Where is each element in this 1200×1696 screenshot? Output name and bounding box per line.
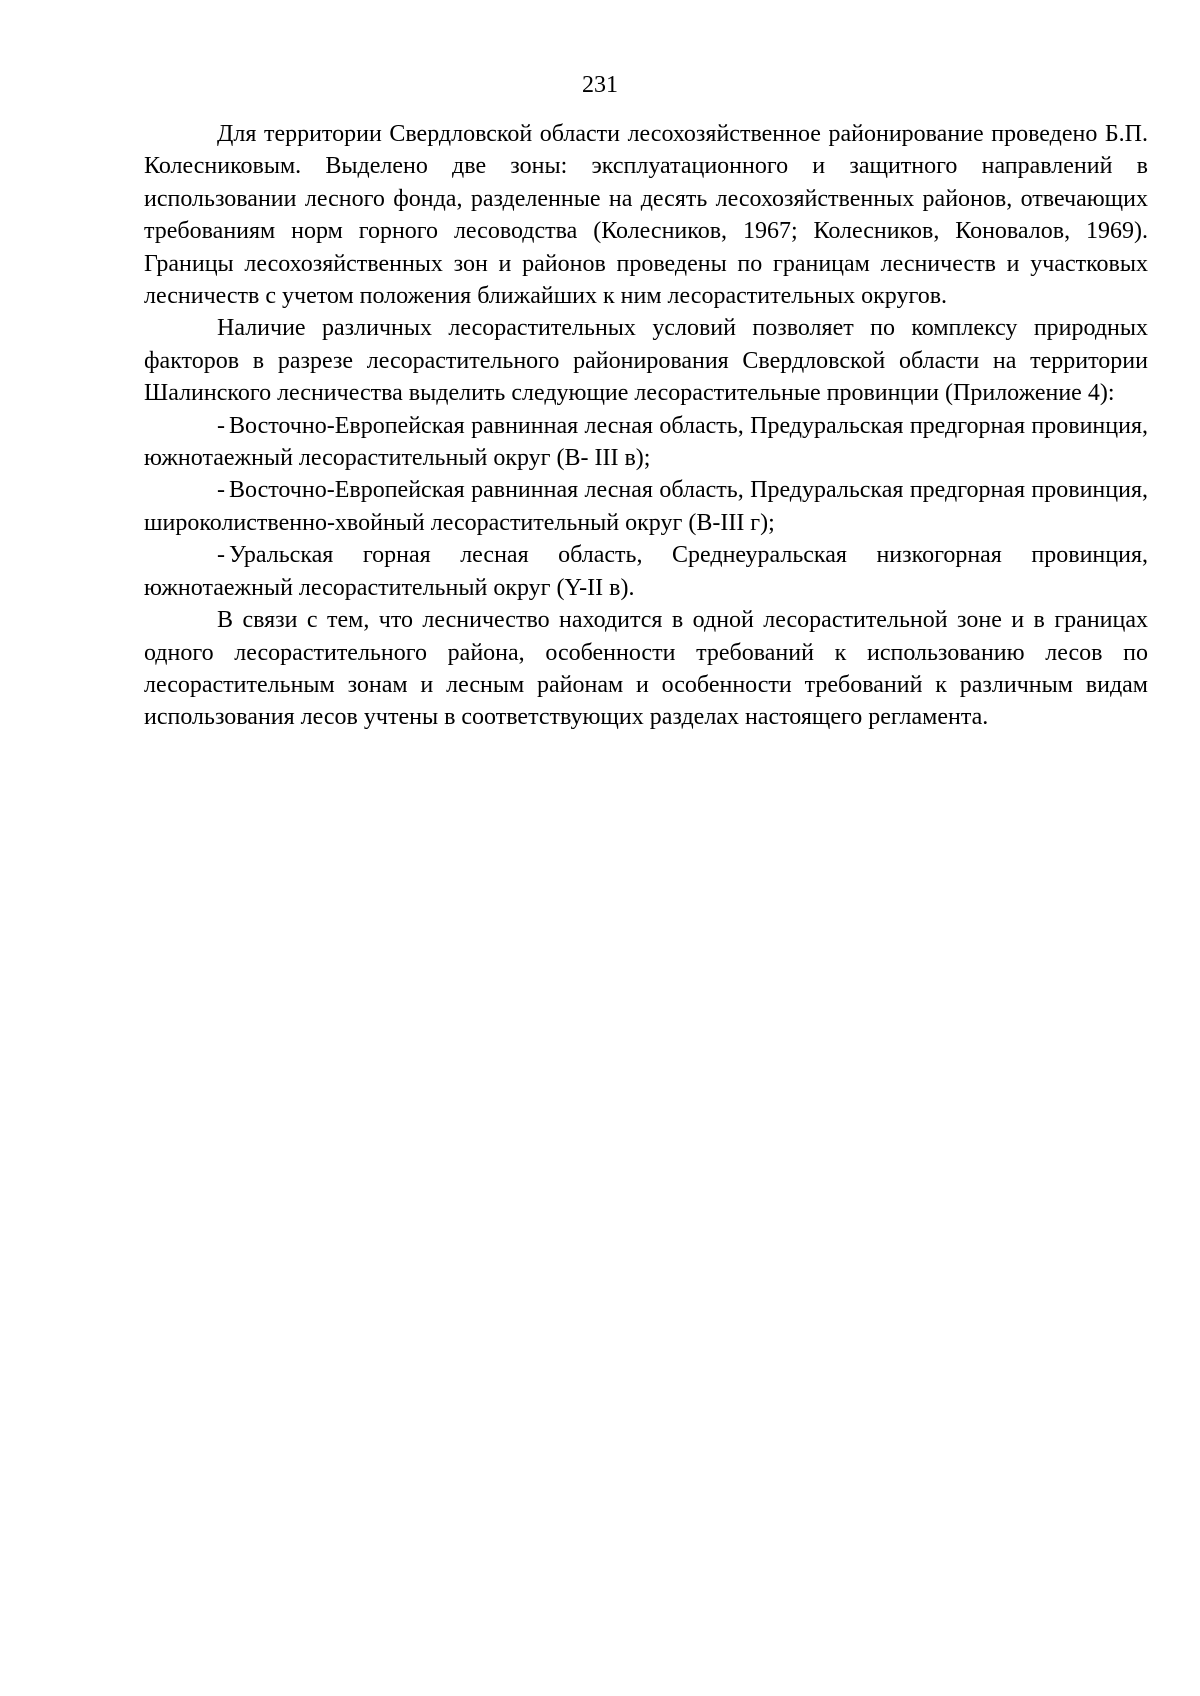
page-number: 231 bbox=[582, 72, 618, 98]
paragraph-provinces-intro: Наличие различных лесорастительных условий позволяет по комплексу природных факторов в разрезе лесорастительного районирования Свердловской области на территории Шалинского лесничества выделить следующие лесорастительные провинции (Приложение 4): bbox=[144, 315, 1148, 407]
list-item bbox=[144, 474, 1148, 539]
list-marker: - bbox=[217, 412, 225, 439]
list-item-text: Восточно-Европейская равнинная лесная область, Предуральская предгорная провинция, широколиственно-хвойный лесорастительный округ (В-III г); bbox=[144, 477, 1148, 536]
list-marker: - bbox=[217, 542, 225, 569]
list-item-text: Уральская горная лесная область, Среднеуральская низкогорная провинция, южнотаежный лесорастительный округ (Y-II в). bbox=[144, 542, 1148, 601]
list-marker: - bbox=[217, 477, 225, 504]
list-item bbox=[144, 539, 1148, 604]
paragraph-closing: В связи с тем, что лесничество находится в одной лесорастительной зоне и в границах одного лесорастительного района, особенности требований к использованию лесов по лесорастительным зонам и лесным районам и особенности требований к различным видам использования лесов учтены в соответствующих разделах настоящего регламента. bbox=[144, 607, 1148, 731]
paragraph-zoning-intro: Для территории Свердловской области лесохозяйственное районирование проведено Б.П. Колесниковым. Выделено две зоны: эксплуатационного и защитного направлений в использовании лесного фонда, разделенные на десять лесохозяйственных районов, отвечающих требованиям норм горного лесоводства (Колесников, 1967; Колесников, Коновалов, 1969). Границы лесохозяйственных зон и районов проведены по границам лесничеств и участковых лесничеств с учетом положения ближайших к ним лесорастительных округов. bbox=[144, 121, 1148, 310]
list-item-text: Восточно-Европейская равнинная лесная область, Предуральская предгорная провинция, южнотаежный лесорастительный округ (В- III в); bbox=[144, 412, 1148, 472]
list-item bbox=[144, 410, 1148, 475]
document-body bbox=[144, 118, 1148, 734]
